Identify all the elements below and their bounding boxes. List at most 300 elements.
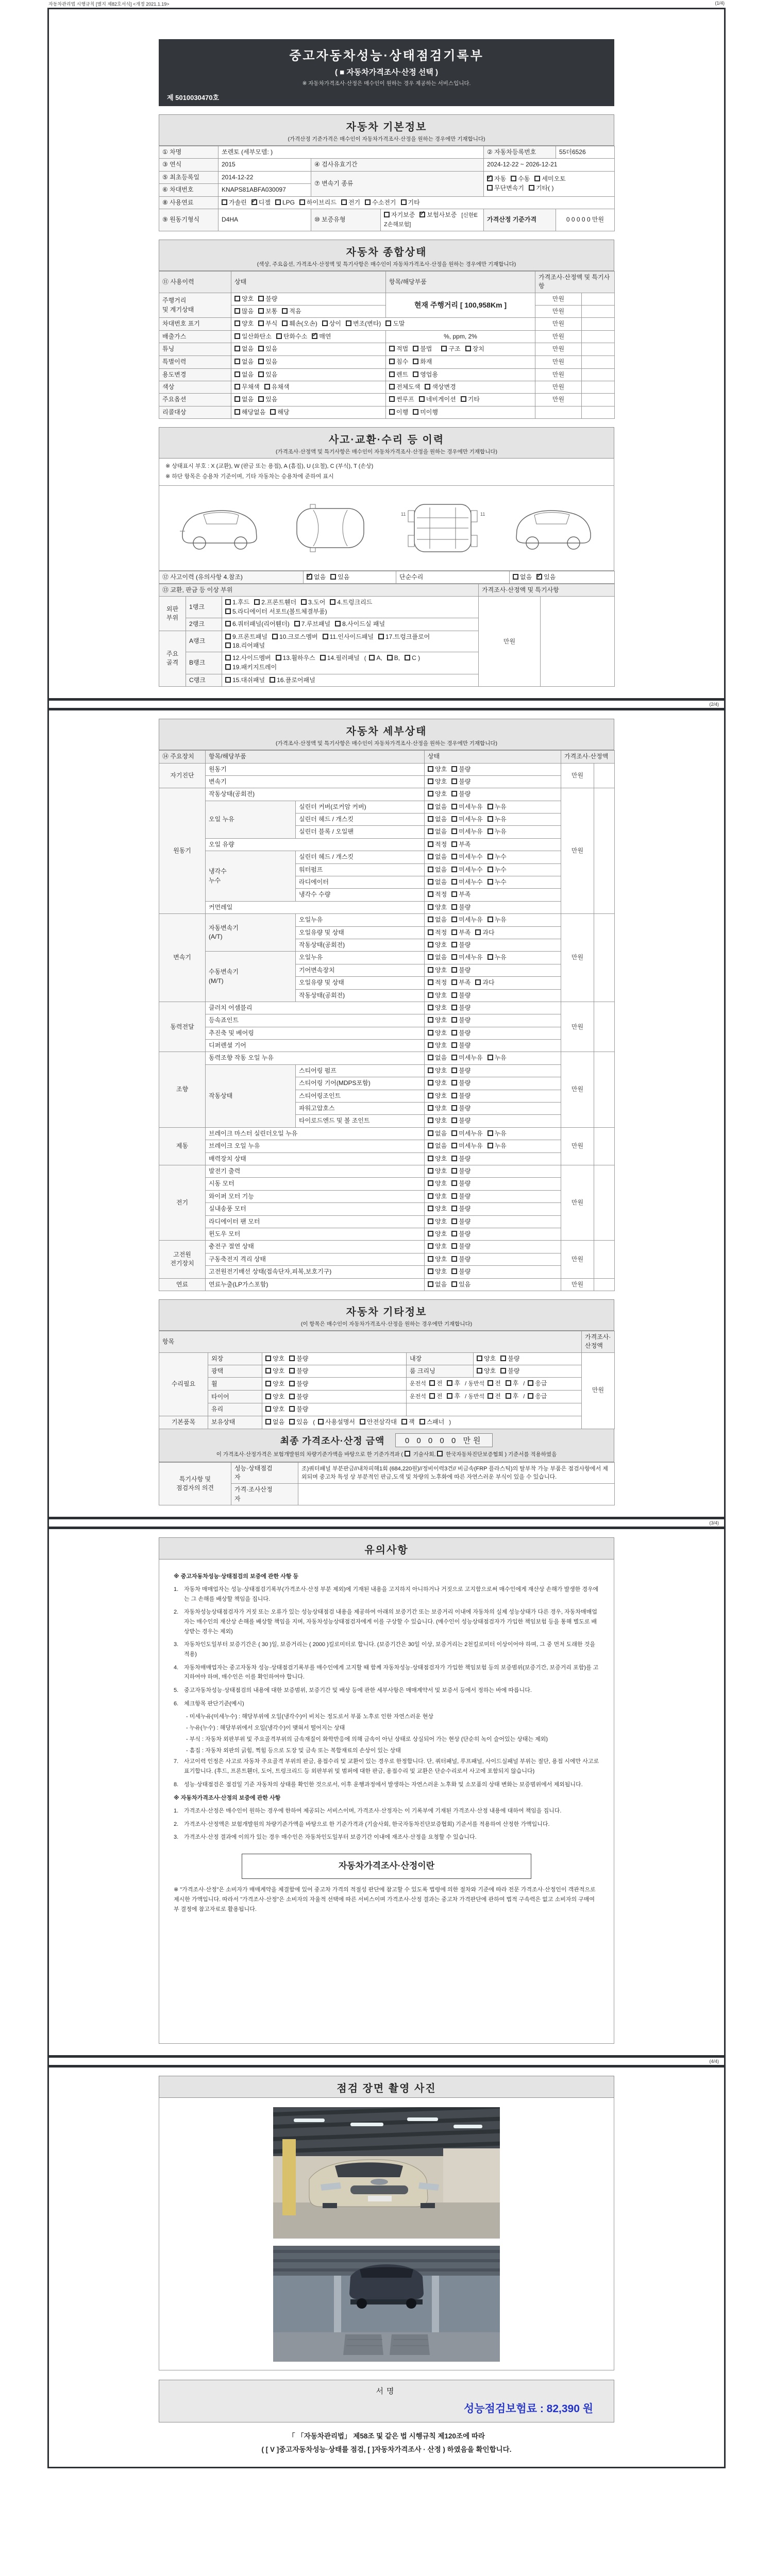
- unchecked-checkbox-icon: [487, 185, 493, 191]
- notice-item: [174, 1686, 599, 1696]
- checkbox-option: 없음: [428, 1129, 447, 1138]
- checkbox-option: 있음: [451, 1280, 470, 1289]
- checkbox-option: 사용설명서: [318, 1418, 355, 1427]
- cell: 0 0 0 0 0 만원: [556, 209, 615, 231]
- cell: B랭크: [186, 652, 222, 674]
- unchecked-checkbox-icon: [428, 778, 433, 784]
- notice-item: [174, 1757, 599, 1776]
- cell: 원동기: [159, 788, 206, 914]
- notice-item-text: 사고이력 인정은 사고로 자동차 주요골격 부위의 판금, 용접수리 및 교환이 있는 경우로 한정합니다. 단, 쿼터패널, 루프패널, 사이드실패널 부위는 절단, 용접 시에만 사고로 표기합니다. (후드, 프론트휀더, 도어, 트렁크리드 등 외판부위 및 범퍼에 대한 판금, 용접수리 및 교환은 단순수리로서 사고에 포함되지 않습니다): [184, 1758, 599, 1774]
- unchecked-checkbox-icon: [341, 199, 347, 205]
- checked-checkbox-icon: [307, 574, 312, 580]
- checkbox-option: 양호: [428, 1041, 447, 1050]
- cell: [425, 1027, 561, 1039]
- checkbox-option: 불량: [451, 1092, 470, 1100]
- cell: 만원: [561, 914, 594, 1002]
- checkbox-option: 안전삼각대: [360, 1418, 397, 1427]
- section-comprehensive: [159, 240, 614, 419]
- unchecked-checkbox-icon: [451, 929, 457, 935]
- unchecked-checkbox-icon: [225, 664, 231, 670]
- checkbox-option: 양호: [428, 1066, 447, 1075]
- checkbox-option: 유채색: [264, 383, 290, 392]
- checkbox-option: 미세누유: [451, 803, 482, 811]
- signature-band: [159, 2380, 614, 2422]
- cell: D4HA: [219, 209, 311, 231]
- cell: [407, 1391, 582, 1403]
- cell: [425, 1002, 561, 1014]
- cell: 외판 부위: [159, 597, 186, 631]
- cell: 만원: [535, 394, 582, 406]
- cell: 차대번호 표기: [159, 318, 231, 330]
- cell: 등속죠인트: [206, 1014, 425, 1027]
- checkbox-option: 부족: [451, 840, 470, 849]
- checkbox-option: 양호: [428, 1167, 447, 1176]
- cell: [231, 368, 386, 381]
- section-basic-header: [159, 114, 614, 146]
- unchecked-checkbox-icon: [270, 677, 275, 683]
- cell: 오일유량 및 상태: [296, 977, 425, 989]
- checkbox-option: 응급: [528, 1379, 547, 1388]
- cell: ⑥ 차대번호: [159, 184, 219, 196]
- unchecked-checkbox-icon: [488, 1143, 493, 1148]
- unchecked-checkbox-icon: [428, 1093, 433, 1098]
- unchecked-checkbox-icon: [234, 333, 240, 339]
- unchecked-checkbox-icon: [428, 1218, 433, 1224]
- cell: %, ppm, 2%: [386, 330, 535, 343]
- checkbox-option: 없음: [234, 345, 254, 353]
- checkbox-option: 하이브리드: [299, 198, 337, 207]
- cell: 특별이력: [159, 356, 231, 368]
- checkbox-option: 양호: [428, 790, 447, 799]
- notice-item-number: 7.: [174, 1758, 179, 1765]
- cell: 용도변경: [159, 368, 231, 381]
- unchecked-checkbox-icon: [289, 1419, 295, 1425]
- checkbox-option: 없음: [428, 953, 447, 962]
- cell: [582, 356, 615, 368]
- notice-item: [174, 1640, 599, 1659]
- checkbox-option: 5.라디에이터 서포트(볼트체결부품): [225, 607, 327, 616]
- notice-item: [174, 1806, 599, 1816]
- unchecked-checkbox-icon: [437, 1451, 443, 1456]
- checkbox-option: 기타: [401, 198, 420, 207]
- cell: [582, 293, 615, 305]
- cell: 리콜대상: [159, 406, 231, 418]
- unchecked-checkbox-icon: [289, 1406, 295, 1412]
- unchecked-checkbox-icon: [451, 1080, 457, 1086]
- cell: [594, 1241, 615, 1278]
- unchecked-checkbox-icon: [275, 199, 281, 205]
- checkbox-option: ✓ 있음: [536, 573, 556, 582]
- unchecked-checkbox-icon: [419, 396, 425, 402]
- unchecked-checkbox-icon: [451, 1156, 457, 1161]
- checkbox-option: 불량: [451, 1167, 470, 1176]
- unchecked-checkbox-icon: [488, 1055, 493, 1060]
- checkbox-option: 부식: [258, 319, 277, 328]
- unchecked-checkbox-icon: [258, 308, 264, 314]
- checkbox-option: 보통: [258, 307, 277, 316]
- checkbox-option: 양호: [265, 1380, 284, 1388]
- unchecked-checkbox-icon: [405, 1451, 410, 1456]
- unchecked-checkbox-icon: [451, 841, 457, 847]
- checkbox-option: 양호: [428, 1179, 447, 1188]
- unchecked-checkbox-icon: [428, 1080, 433, 1086]
- unchecked-checkbox-icon: [447, 1393, 452, 1399]
- unchecked-checkbox-icon: [389, 371, 395, 377]
- unchecked-checkbox-icon: [451, 867, 457, 872]
- cell: 만원: [561, 1127, 594, 1165]
- unchecked-checkbox-icon: [488, 828, 493, 834]
- checkbox-option: 불량: [451, 1041, 470, 1050]
- notice-item-number: 8.: [174, 1781, 179, 1788]
- checkbox-option: 불량: [451, 765, 470, 774]
- page-marker-3: (3/4): [709, 1520, 719, 1526]
- cell: 원동기: [206, 763, 425, 775]
- unchecked-checkbox-icon: [276, 655, 281, 660]
- cell: ③ 연식: [159, 159, 219, 171]
- unchecked-checkbox-icon: [488, 867, 493, 872]
- checkbox-option: 미세누수: [451, 878, 482, 887]
- unchecked-checkbox-icon: [428, 917, 433, 922]
- unchecked-checkbox-icon: [428, 879, 433, 885]
- notice-sub-item: - 누유(누수) : 해당부위에서 오일(냉각수)이 맺혀서 떨어지는 상태: [186, 1725, 345, 1732]
- unchecked-checkbox-icon: [301, 599, 307, 605]
- checkbox-option: ✓ 디젤: [251, 198, 271, 207]
- cell: [425, 1190, 561, 1202]
- unchecked-checkbox-icon: [429, 1393, 435, 1399]
- notice-item-text: 가격조사·산정은 매수인이 원하는 경우에 한하여 제공되는 서비스이며, 가격조사·산정자는 이 기록부에 기재된 가격조사·산정 내용에 대하여 책임을 집니다.: [184, 1807, 562, 1814]
- cell: 윈도우 모터: [206, 1228, 425, 1240]
- cell: 만원: [561, 1052, 594, 1127]
- cell: [425, 775, 561, 788]
- checkbox-option: 없음: [234, 358, 254, 366]
- cell: ⑤ 최초등록일: [159, 171, 219, 183]
- unchecked-checkbox-icon: [500, 1368, 506, 1374]
- checkbox-option: 불법: [413, 345, 432, 353]
- checkbox-option: 불량: [451, 1004, 470, 1012]
- cell: [582, 368, 615, 381]
- checkbox-option: 미세누유: [451, 827, 482, 836]
- cell: [425, 1127, 561, 1140]
- unchecked-checkbox-icon: [451, 791, 457, 796]
- notice-item: [174, 1585, 599, 1604]
- unchecked-checkbox-icon: [225, 677, 231, 683]
- unchecked-checkbox-icon: [428, 1130, 433, 1136]
- unchecked-checkbox-icon: [365, 199, 371, 205]
- basic-info-table: [159, 146, 614, 231]
- cell: 작동상태(공회전): [296, 939, 425, 951]
- cell: [425, 1115, 561, 1127]
- checkbox-option: 전: [488, 1379, 501, 1388]
- unchecked-checkbox-icon: [265, 1394, 271, 1399]
- checkbox-option: 양호: [477, 1367, 496, 1376]
- unchecked-checkbox-icon: [405, 655, 410, 660]
- unchecked-checkbox-icon: [428, 1243, 433, 1249]
- unchecked-checkbox-icon: [369, 655, 375, 660]
- notice-item: [174, 1833, 599, 1842]
- checkbox-option: 불량: [451, 1217, 470, 1226]
- cell: 시동 모터: [206, 1178, 425, 1190]
- cell: [425, 1040, 561, 1052]
- checked-checkbox-icon: [251, 199, 257, 205]
- unchecked-checkbox-icon: [318, 1419, 324, 1425]
- checkbox-option: 장치: [465, 345, 484, 353]
- checkbox-option: 2.프론트휀더: [254, 598, 296, 607]
- checkbox-option: 17.트렁크플로어: [378, 633, 430, 641]
- checkbox-option: 있음: [258, 395, 277, 404]
- checkbox-option: A,: [369, 654, 382, 663]
- unchecked-checkbox-icon: [428, 1231, 433, 1236]
- checkbox-option: 부족: [451, 978, 470, 987]
- unchecked-checkbox-icon: [451, 954, 457, 960]
- option-text: / 동반석: [465, 1381, 485, 1387]
- checkbox-option: 불량: [451, 1205, 470, 1213]
- checkbox-option: 썬루프: [389, 395, 414, 404]
- unchecked-checkbox-icon: [451, 778, 457, 784]
- cell: [594, 1127, 615, 1165]
- notice-item: [174, 1699, 599, 1709]
- cell: [304, 571, 396, 583]
- other-info-table: [159, 1331, 614, 1429]
- unchecked-checkbox-icon: [258, 346, 264, 351]
- unchecked-checkbox-icon: [428, 1256, 433, 1262]
- checkbox-option: 양호: [265, 1367, 284, 1376]
- unchecked-checkbox-icon: [488, 1130, 493, 1136]
- checkbox-option: 양호: [428, 1255, 447, 1264]
- cell: [386, 406, 535, 418]
- checkbox-option: 과다: [475, 928, 494, 937]
- unchecked-checkbox-icon: [428, 1193, 433, 1199]
- checked-checkbox-icon: [487, 176, 493, 181]
- cell: 튜닝: [159, 343, 231, 356]
- unchecked-checkbox-icon: [265, 1381, 271, 1386]
- unchecked-checkbox-icon: [225, 634, 231, 639]
- unchecked-checkbox-icon: [451, 816, 457, 822]
- unchecked-checkbox-icon: [265, 1419, 271, 1425]
- checkbox-option: 없음: [428, 878, 447, 887]
- cell: [425, 1077, 561, 1090]
- cell: 전기: [159, 1165, 206, 1241]
- section-basic-title: 자동차 기본정보: [346, 122, 427, 133]
- unchecked-checkbox-icon: [276, 333, 282, 339]
- notice-item-text: 성능·상태점검은 점검일 기준 자동차의 상태를 확인한 것으로서, 이후 운행과정에서 발생하는 자연스러운 노후화 및 소모품의 상태 변화는 보증범위에서 제외됩니다.: [184, 1781, 583, 1788]
- unchecked-checkbox-icon: [272, 634, 278, 639]
- unchecked-checkbox-icon: [258, 296, 264, 301]
- section-notice-title: 유의사항: [364, 1545, 409, 1556]
- checked-checkbox-icon: [312, 333, 317, 339]
- checkbox-option: 상이: [322, 319, 341, 328]
- checkbox-option: 양호: [234, 295, 254, 303]
- checkbox-option: 18.리어패널: [225, 641, 265, 650]
- cell: [425, 1253, 561, 1265]
- car-diagram-top-view: [281, 497, 379, 559]
- unchecked-checkbox-icon: [254, 599, 260, 605]
- unchecked-checkbox-icon: [451, 917, 457, 922]
- unchecked-checkbox-icon: [428, 1281, 433, 1287]
- cell: [594, 914, 615, 1002]
- unchecked-checkbox-icon: [265, 1406, 271, 1412]
- checkbox-option: 불량: [451, 1267, 470, 1276]
- unchecked-checkbox-icon: [428, 828, 433, 834]
- cell: 실린더 블록 / 오일팬: [296, 826, 425, 838]
- page-separator-4: [49, 2055, 724, 2067]
- checkbox-option: 없음: [234, 370, 254, 379]
- checkbox-option: 불량: [289, 1393, 308, 1401]
- cell: [425, 964, 561, 976]
- notice-item: [174, 1820, 599, 1829]
- cell: 작동상태(공회전): [296, 989, 425, 1002]
- unchecked-checkbox-icon: [506, 1393, 511, 1399]
- page-separator-2: [49, 698, 724, 710]
- cell: [231, 306, 386, 318]
- checkbox-option: 양호: [477, 1354, 496, 1363]
- cell: 항목: [159, 1331, 582, 1352]
- diagram-number-left: 11: [400, 511, 406, 517]
- cell: 만원: [561, 763, 594, 788]
- checkbox-option: 많음: [234, 307, 254, 316]
- checkbox-option: 불량: [500, 1354, 519, 1363]
- unchecked-checkbox-icon: [451, 992, 457, 998]
- checkbox-option: 양호: [428, 1267, 447, 1276]
- checkbox-option: 불량: [451, 1179, 470, 1188]
- checkbox-option: 없음: [428, 815, 447, 824]
- checkbox-option: 누유: [488, 1142, 507, 1150]
- unchecked-checkbox-icon: [419, 1419, 425, 1425]
- cell: 만원: [561, 1241, 594, 1278]
- section-detail-subtitle: (가격조사·산정액 및 특기사항은 매수인이 자동차가격조사·산정을 원하는 경우에만 기재합니다): [276, 740, 497, 747]
- checkbox-option: 렌트: [389, 370, 408, 379]
- state-code-note2: ※ 하단 항목은 승용차 기준이며, 기타 자동차는 승용차에 준하여 표시: [165, 473, 334, 480]
- unchecked-checkbox-icon: [428, 1105, 433, 1111]
- cell: [231, 318, 535, 330]
- cell: 항목/해당부품: [386, 271, 535, 293]
- checkbox-option: 누유: [488, 916, 507, 924]
- unchecked-checkbox-icon: [451, 1105, 457, 1111]
- cell: 동력전달: [159, 1002, 206, 1052]
- checkbox-option: 무단변속기: [487, 184, 524, 193]
- cell: 브레이크 오일 누유: [206, 1140, 425, 1153]
- confirmation-line2: ( [ V ]중고자동차성능·상태를 점검, [ ]자동차가격조사 · 산정 ) 하였음을 확인합니다.: [261, 2445, 512, 2453]
- unchecked-checkbox-icon: [428, 816, 433, 822]
- checkbox-option: 양호: [428, 1242, 447, 1251]
- cell: 기어변속장치: [296, 964, 425, 976]
- cell: 상태: [231, 271, 386, 293]
- notice-item-number: 4.: [174, 1664, 179, 1671]
- cell: [425, 814, 561, 826]
- checkbox-option: 불량: [451, 903, 470, 912]
- checkbox-option: 14.필러패널: [320, 654, 360, 663]
- checkbox-option: 1.후드: [225, 598, 249, 607]
- cell: [262, 1378, 407, 1391]
- unchecked-checkbox-icon: [387, 655, 393, 660]
- cell: ② 자동차등록번호: [484, 146, 556, 159]
- cell: ⑦ 변속기 종류: [311, 171, 484, 196]
- notice-item-text: 체크항목 판단기준(예시): [184, 1700, 244, 1707]
- cell: 단순수리: [396, 571, 510, 583]
- cell: 만원: [535, 318, 582, 330]
- cell: [262, 1352, 407, 1365]
- detail-status-table: [159, 750, 614, 1291]
- unchecked-checkbox-icon: [451, 1005, 457, 1010]
- section-notice: [159, 1537, 614, 2044]
- checkbox-option: 양호: [234, 319, 254, 328]
- section-detail-header: [159, 719, 614, 750]
- checkbox-option: 양호: [428, 1155, 447, 1163]
- checkbox-option: LPG: [275, 198, 295, 207]
- unchecked-checkbox-icon: [225, 642, 231, 648]
- unchecked-checkbox-icon: [222, 199, 227, 205]
- unchecked-checkbox-icon: [488, 1393, 493, 1399]
- unchecked-checkbox-icon: [282, 308, 288, 314]
- cell: 2014-12-22: [219, 171, 311, 183]
- checkbox-option: 수소전기: [365, 198, 396, 207]
- notice-item-text: 자동차인도일부터 보증기간은 ( 30 )일, 보증거리는 ( 2000 )킬로미터로 합니다. (보증기간은 30일 이상, 보증거리는 2천킬로미터 이상이어야 하며, 그 중 먼저 도래한 것을 적용): [184, 1641, 595, 1658]
- unchecked-checkbox-icon: [529, 185, 534, 191]
- checkbox-option: 미세누유: [451, 1054, 482, 1062]
- checkbox-option: 불량: [289, 1367, 308, 1376]
- cell: [510, 571, 615, 583]
- cell: 1랭크: [186, 597, 222, 618]
- final-price-note: [164, 1450, 609, 1458]
- cell: [594, 1002, 615, 1052]
- cell: 스티어링 기어(MDPS포함): [296, 1077, 425, 1090]
- notice-item-number: 1.: [174, 1807, 179, 1814]
- comprehensive-table: [159, 271, 614, 419]
- cell: 색상: [159, 381, 231, 393]
- checkbox-option: 불량: [451, 1192, 470, 1201]
- notice-item-text: 자동차성능상태점검자가 거짓 또는 오류가 있는 성능상태점검 내용을 제공하여 아래의 보증기간 또는 보증거리 이내에 자동차의 실제 성능상태가 다른 경우, 자동차매매업자는 매수인의 재산상 손해를 배상할 책임을 지며, 자동차성능상태점검자에게 이를 구상할 수 있습니다. (매수인이 성능상태점검자가 가입한 책임보험 등을 통해 별도로 배상받는 경우는 제외): [184, 1609, 597, 1635]
- cell: [594, 1052, 615, 1127]
- checkbox-option: 탄화수소: [276, 332, 307, 341]
- unchecked-checkbox-icon: [289, 1355, 295, 1361]
- cell: [231, 394, 386, 406]
- state-code-note: ※ 상태표시 부호 : X (교환), W (판금 또는 용접), A (흠집), U (요철), C (부식), T (손상): [165, 463, 374, 470]
- checkbox-option: B,: [387, 654, 400, 663]
- unchecked-checkbox-icon: [451, 1256, 457, 1262]
- checkbox-option: 불량: [451, 1242, 470, 1251]
- cell: [425, 901, 561, 913]
- unchecked-checkbox-icon: [451, 1218, 457, 1224]
- cell: 가격조사·산정액 및 특기사항: [479, 584, 615, 597]
- cell: [425, 788, 561, 801]
- unchecked-checkbox-icon: [451, 804, 457, 809]
- cell: 수동변속기 (M/T): [206, 952, 296, 1002]
- unchecked-checkbox-icon: [451, 1231, 457, 1236]
- unchecked-checkbox-icon: [488, 804, 493, 809]
- checkbox-option: 기타: [461, 395, 480, 404]
- diagram-number-right: 11: [480, 511, 485, 517]
- checkbox-option: 미이행: [413, 408, 438, 417]
- unchecked-checkbox-icon: [428, 992, 433, 998]
- unchecked-checkbox-icon: [258, 359, 264, 364]
- checkbox-option: 해당: [270, 408, 289, 417]
- checkbox-option: 양호: [428, 903, 447, 912]
- checkbox-option: 일산화탄소: [234, 332, 272, 341]
- unchecked-checkbox-icon: [234, 396, 240, 402]
- page-separator-3: [49, 1517, 724, 1529]
- checkbox-option: 불량: [289, 1380, 308, 1388]
- checkbox-option: 없음: [428, 866, 447, 874]
- cell: 만원: [535, 293, 582, 305]
- cell: [541, 597, 615, 687]
- car-diagrams: [159, 486, 614, 571]
- cell: [425, 1228, 561, 1240]
- checkbox-option: 전기: [341, 198, 360, 207]
- cell: 오일유량 및 상태: [296, 926, 425, 939]
- cell: 만원: [479, 597, 541, 687]
- unchecked-checkbox-icon: [513, 574, 518, 580]
- unchecked-checkbox-icon: [335, 621, 341, 626]
- checkbox-option: 없음: [513, 573, 532, 582]
